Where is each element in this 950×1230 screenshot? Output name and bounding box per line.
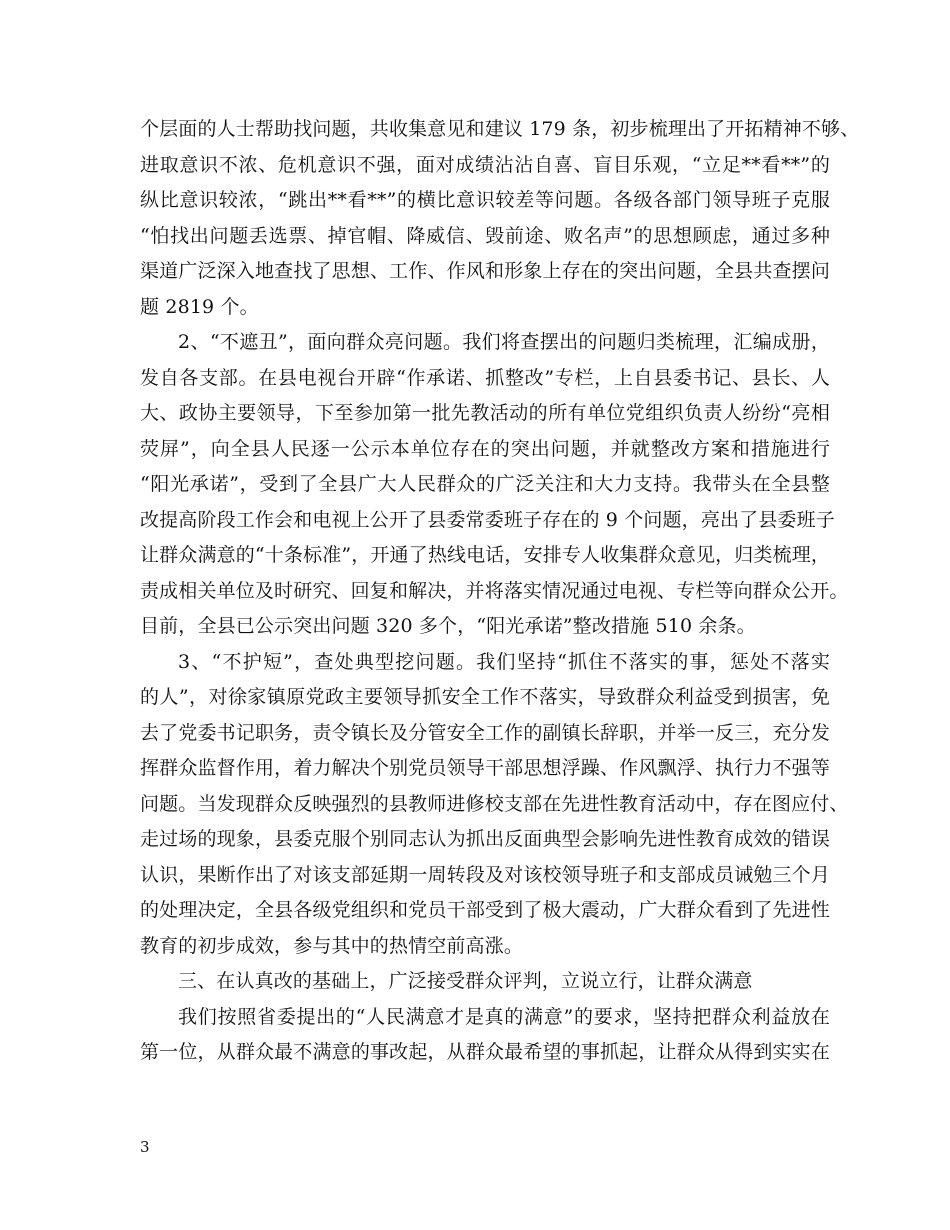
document-body <box>140 112 860 1071</box>
text-line: 让群众满意的“十条标准”，开通了热线电话，安排专人收集群众意见，归类梳理， <box>140 544 830 566</box>
section-heading: 三、在认真改的基础上，广泛接受群众评判，立说立行，让群众满意 <box>178 970 753 992</box>
text-line: 去了党委书记职务，责令镇长及分管安全工作的副镇长辞职，并举一反三，充分发 <box>140 721 830 744</box>
text-line: 荧屏”，向全县人民逐一公示本单位存在的突出问题，并就整改方案和措施进行 <box>140 437 830 460</box>
text-line: 改提高阶段工作会和电视上公开了县委常委班子存在的 9 个问题，亮出了县委班子 <box>140 508 835 531</box>
text-line: “怕找出问题丢选票、掉官帽、降威信、毁前途、败名声”的思想顾虑，通过多种 <box>140 224 830 247</box>
text-line: 教育的初步成效，参与其中的热情空前高涨。 <box>140 934 524 957</box>
page-number: 3 <box>140 1138 150 1156</box>
text-line: 的人”，对徐家镇原党政主要领导抓安全工作不落实，导致群众利益受到损害，免 <box>140 686 830 708</box>
text-line: 个层面的人士帮助找问题，共收集意见和建议 179 条，初步梳理出了开拓精神不够、 <box>140 118 860 140</box>
text-line: 的处理决定，全县各级党组织和党员干部受到了极大震动，广大群众看到了先进性 <box>140 899 830 921</box>
text-line: 大、政协主要领导，下至参加第一批先教活动的所有单位党组织负责人纷纷“亮相 <box>140 402 830 424</box>
paragraph-heading-line: 2、“不遮丑”，面向群众亮问题。我们将查摆出的问题归类梳理，汇编成册， <box>178 331 830 353</box>
text-line: 渠道广泛深入地查找了思想、工作、作风和形象上存在的突出问题，全县共查摆问 <box>140 260 830 282</box>
text-line: 责成相关单位及时研究、回复和解决，并将落实情况通过电视、专栏等向群众公开。 <box>140 579 849 602</box>
text-line: 进取意识不浓、危机意识不强，面对成绩沾沾自喜、盲目乐观，“立足**看**”的 <box>140 153 830 176</box>
text-line: 挥群众监督作用，着力解决个别党员领导干部思想浮躁、作风飘浮、执行力不强等 <box>140 757 830 779</box>
text-line: 认识，果断作出了对该支部延期一周转段及对该校领导班子和支部成员诫勉三个月 <box>140 863 830 886</box>
text-line: 目前，全县已公示突出问题 320 多个，“阳光承诺”整改措施 510 余条。 <box>140 615 756 637</box>
text-line: 题 2819 个。 <box>140 295 259 318</box>
text-line: 我们按照省委提出的“人民满意才是真的满意”的要求，坚持把群众利益放在 <box>178 1005 830 1028</box>
text-line: 发自各支部。在县电视台开辟“作承诺、抓整改”专栏，上自县委书记、县长、人 <box>140 366 830 389</box>
text-line: “阳光承诺”，受到了全县广大人民群众的广泛关注和大力支持。我带头在全县整 <box>140 473 830 495</box>
text-line: 问题。当发现群众反映强烈的县教师进修校支部在先进性教育活动中，存在图应付、 <box>140 792 849 815</box>
text-line: 第一位，从群众最不满意的事改起，从群众最希望的事抓起，让群众从得到实实在 <box>140 1041 830 1063</box>
text-line: 纵比意识较浓，“跳出**看**”的横比意识较差等问题。各级各部门领导班子克服 <box>140 189 830 211</box>
text-line: 走过场的现象，县委克服个别同志认为抓出反面典型会影响先进性教育成效的错误 <box>140 828 830 850</box>
paragraph-heading-line: 3、“不护短”，查处典型挖问题。我们坚持“抓住不落实的事，惩处不落实 <box>178 650 830 673</box>
